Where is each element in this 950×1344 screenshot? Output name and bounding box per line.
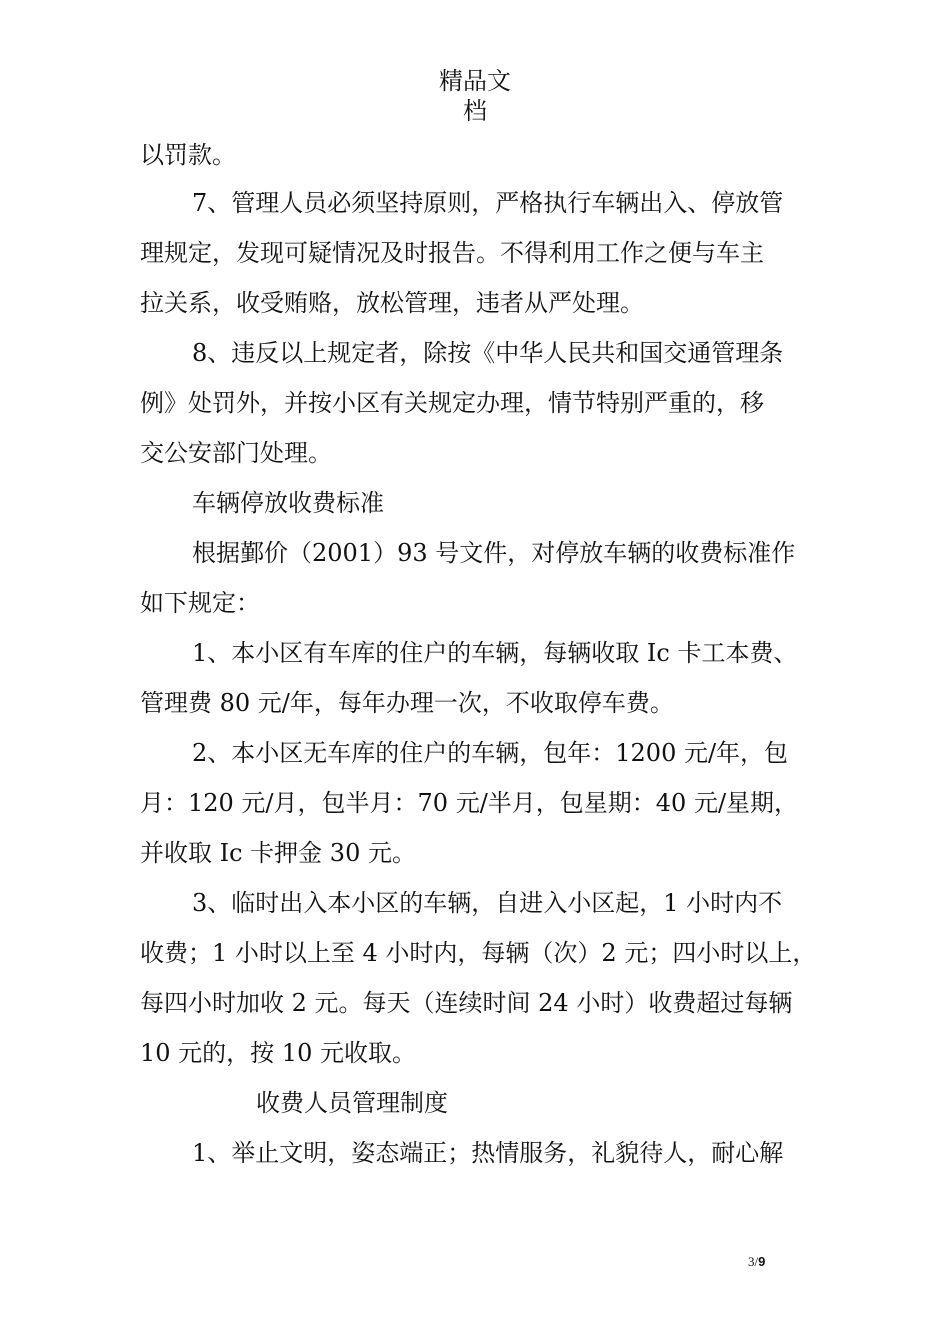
body-line: 3、临时出入本小区的车辆，自进入小区起，1 小时内不: [192, 889, 783, 917]
body-line: 8、违反以上规定者，除按《中华人民共和国交通管理条: [192, 339, 784, 367]
body-line: 10 元的，按 10 元收取。: [140, 1039, 416, 1067]
body-line: 月：120 元/月，包半月：70 元/半月，包星期：40 元/星期，: [140, 789, 799, 817]
page-number: [748, 1254, 765, 1270]
section-heading: 收费人员管理制度: [256, 1089, 448, 1117]
body-line: 例》处罚外，并按小区有关规定办理，情节特别严重的，移: [140, 389, 764, 417]
body-line: 并收取 Ic 卡押金 30 元。: [140, 839, 416, 867]
document-header: [0, 66, 950, 126]
body-line: 收费；1 小时以上至 4 小时内，每辆（次）2 元；四小时以上，: [140, 939, 817, 967]
body-line: 1、举止文明，姿态端正；热情服务，礼貌待人，耐心解: [192, 1139, 784, 1167]
body-line: 1、本小区有车库的住户的车辆，每辆收取 Ic 卡工本费、: [192, 639, 798, 667]
page-number-current: 3/: [748, 1254, 759, 1269]
body-line: 管理费 80 元/年，每年办理一次，不收取停车费。: [140, 689, 674, 717]
section-heading: 车辆停放收费标准: [192, 489, 384, 517]
body-line: 根据鄞价（2001）93 号文件，对停放车辆的收费标准作: [192, 539, 796, 567]
body-line: 7、管理人员必须坚持原则，严格执行车辆出入、停放管: [192, 189, 784, 217]
body-line: 2、本小区无车库的住户的车辆，包年：1200 元/年，包: [192, 739, 789, 767]
body-line: 拉关系，收受贿赂，放松管理，违者从严处理。: [140, 289, 644, 317]
body-line: 理规定，发现可疑情况及时报告。不得利用工作之便与车主: [140, 239, 764, 267]
body-line: 每四小时加收 2 元。每天（连续时间 24 小时）收费超过每辆: [140, 989, 793, 1017]
header-line-1: 精品文: [439, 67, 511, 95]
header-line-2: 档: [463, 97, 487, 125]
body-line: 交公安部门处理。: [140, 439, 332, 467]
page-number-total: 9: [758, 1254, 766, 1269]
body-line: 以罚款。: [140, 141, 236, 169]
body-line: 如下规定：: [140, 589, 260, 617]
